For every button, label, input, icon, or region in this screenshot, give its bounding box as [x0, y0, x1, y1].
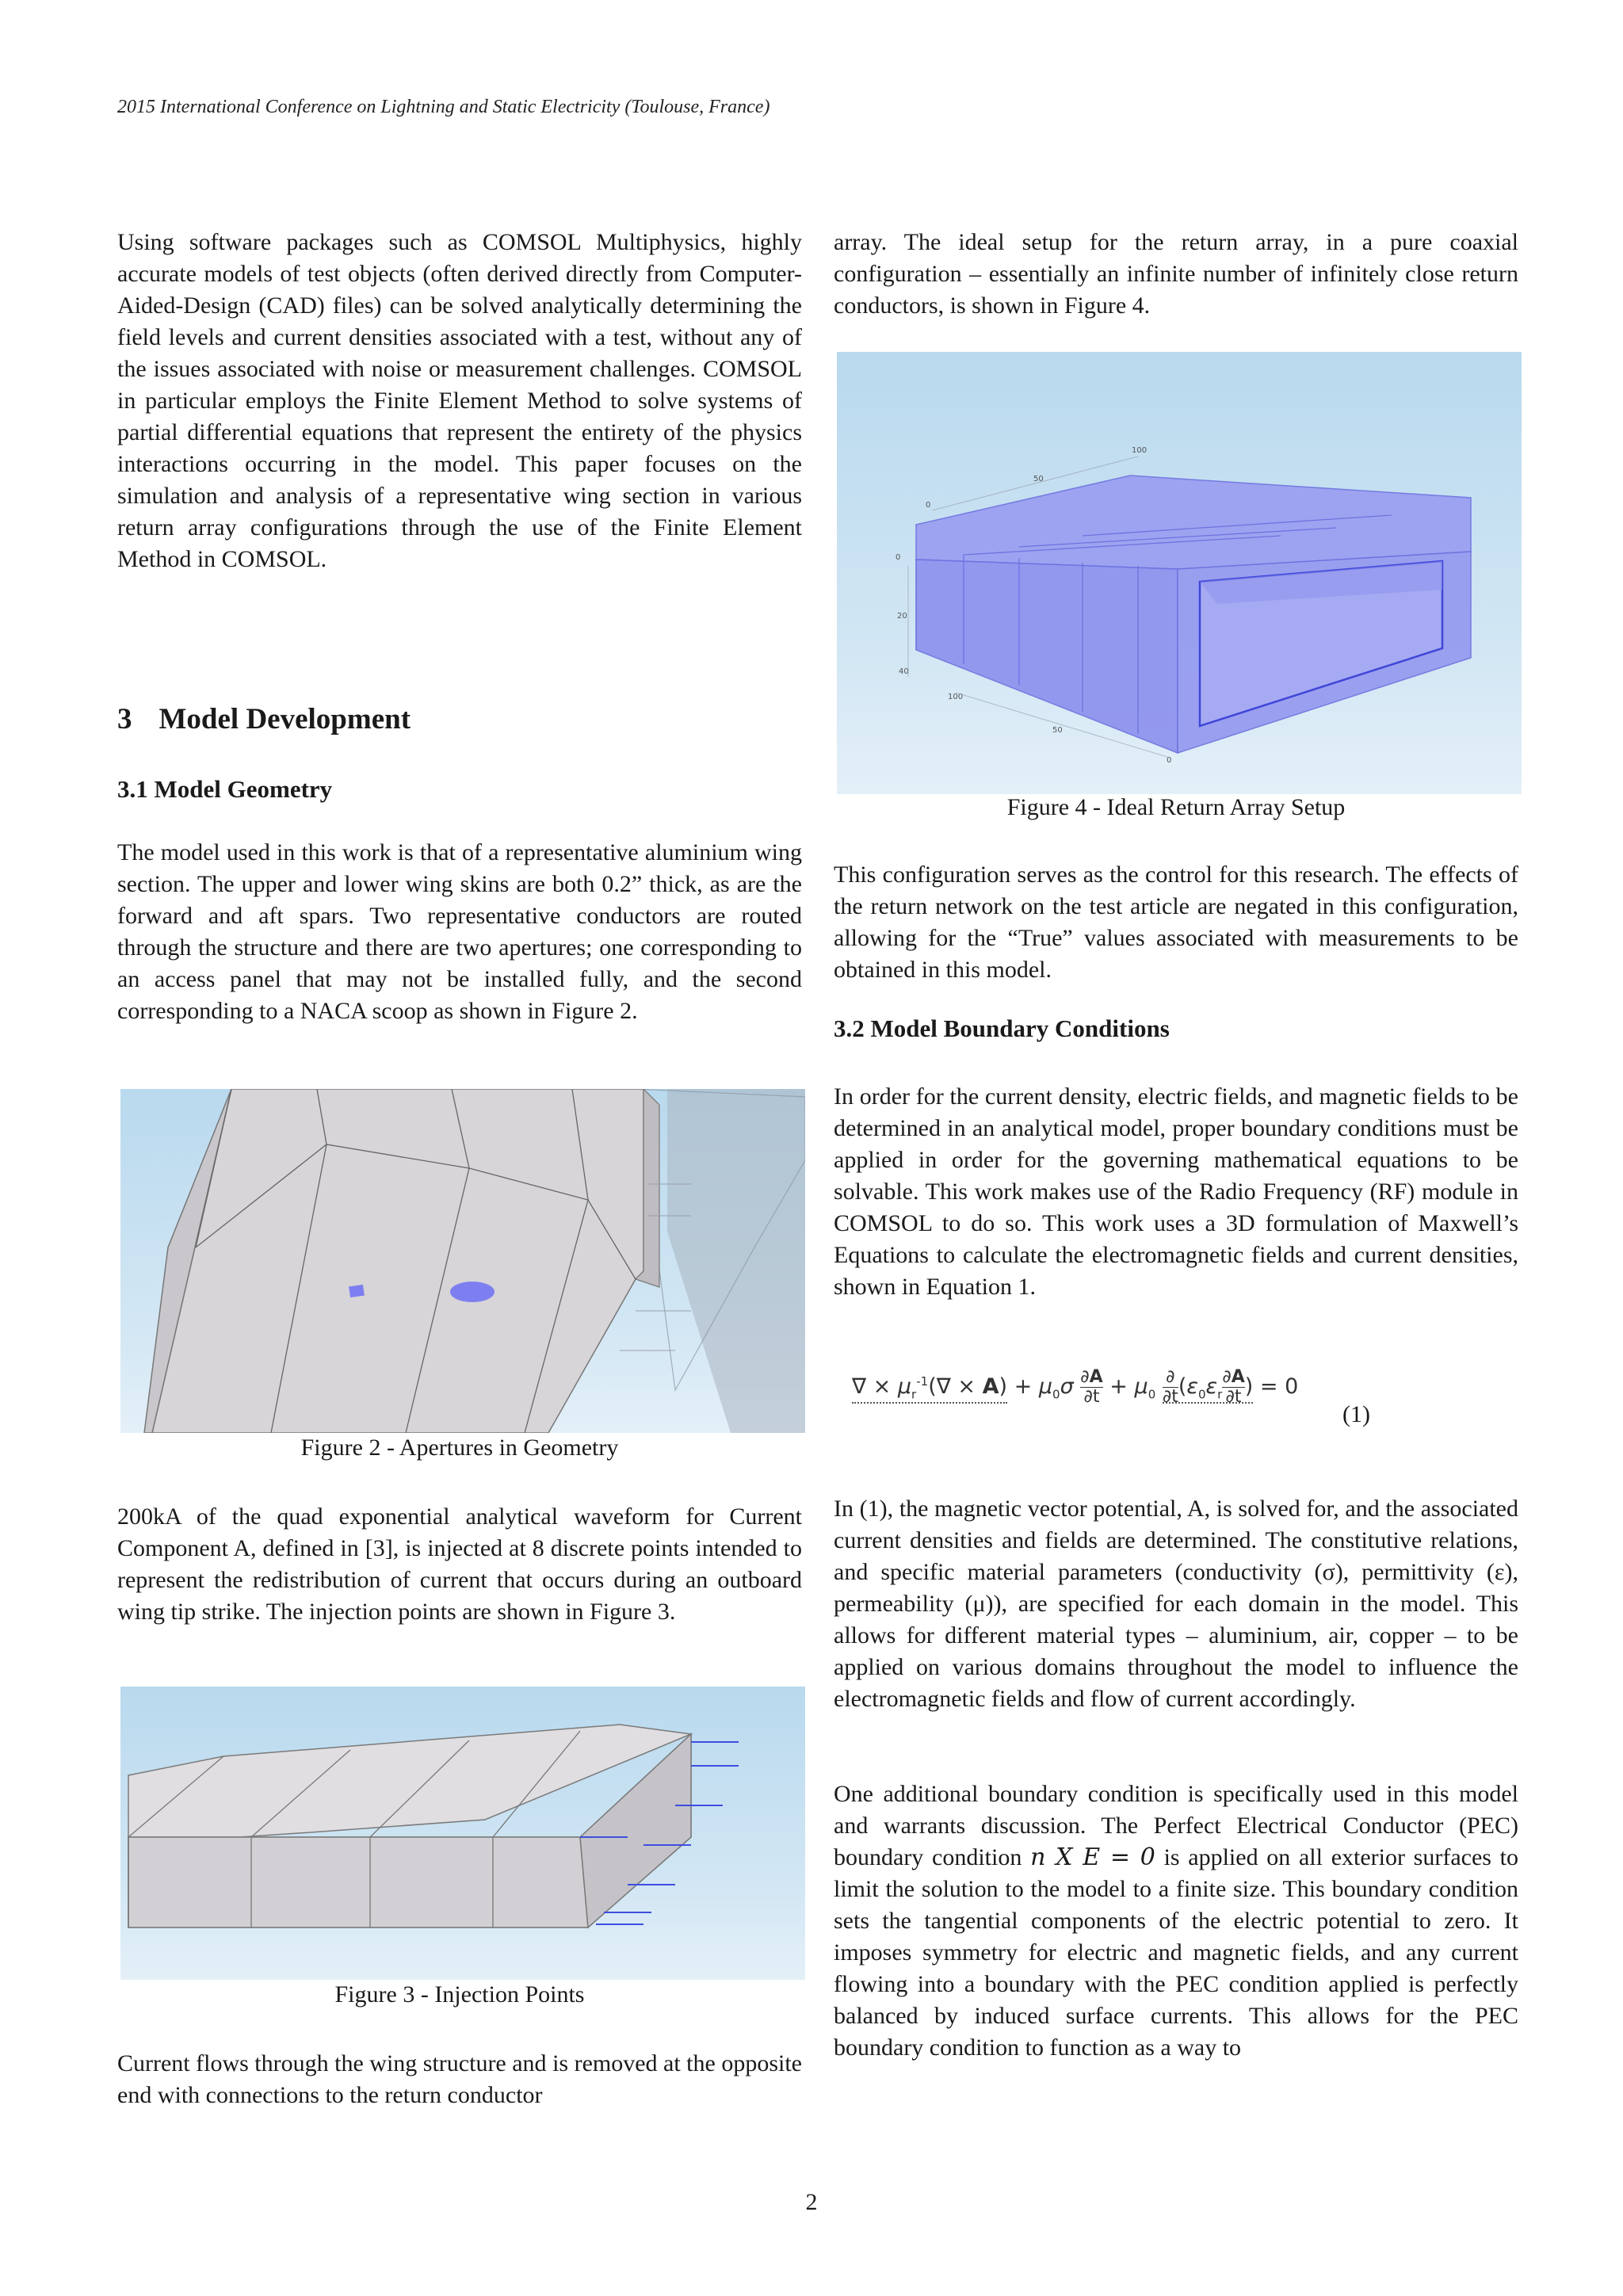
array-paragraph: array. The ideal setup for the return array, in a pure coaxial configuration – essentially an infinite number of infinitely close return conductors, is shown in Figure 4.: [834, 229, 1518, 319]
figure-2-caption: Figure 2 - Apertures in Geometry: [300, 1435, 619, 1461]
figure-2-apertures: [120, 1089, 805, 1433]
solution-paragraph: In (1), the magnetic vector potential, A, is solved for, and the associated current densities and fields are determined. The constitutive relations, and specific material parameters (conductivity (σ), permittivity (ε), permeability (μ)), are specified for each domain in the model. This allows for different material types – aluminium, air, copper – to be applied on various domains throughout the model to influence the electromagnetic fields and flow of current accordingly.: [834, 1496, 1518, 1712]
boundary-paragraph: In order for the current density, electric fields, and magnetic fields to be determined in an analytical model, proper boundary conditions must be applied in order for the governing mathematical equations to be solvable. This work makes use of the Radio Frequency (RF) module in COMSOL to do so. This work uses a 3D formulation of Maxwell’s Equations to calculate the electromagnetic fields and current densities, shown in Equation 1.: [834, 1083, 1518, 1300]
subsection-heading-geometry: 3.1 Model Geometry: [117, 775, 333, 803]
figure-3-image: [120, 1687, 805, 1980]
fig4-axis-label: 50: [1033, 475, 1044, 483]
pec-paragraph: [834, 1778, 1518, 2064]
page-number: 2: [805, 2189, 818, 2215]
fig4-axis-label: 40: [899, 667, 909, 676]
equation-1: ∇ × $\mu_r^{-1}(\nabla \times A) + \mu_0\sigma$ $\frac{\partial A}{\partial t}$ + $\mu_0$ ∂ ∂t ($\varepsilon_0\varepsilon_r$ $\frac{\partial A}{\partial t}$ ) = 0: [852, 1367, 1299, 1407]
figure-4-caption: Figure 4 - Ideal Return Array Setup: [1006, 794, 1346, 820]
figure-3-caption: Figure 3 - Injection Points: [334, 1981, 585, 2008]
intro-paragraph: Using software packages such as COMSOL Multiphysics, highly accurate models of test objects (often derived directly from Computer-Aided-Design (CAD) files) can be solved analytically determining the field levels and current densities associated with a test, without any of the issues associated with noise or measurement challenges. COMSOL in particular employs the Finite Element Method to solve systems of partial differential equations that represent the entirety of the physics interactions occurring in the model. This paper focuses on the simulation and analysis of a representative wing section in various return array configurations through the use of the Finite Element Method in COMSOL.: [117, 229, 802, 572]
figure-4-ideal-return-array: [837, 352, 1522, 794]
fig4-axis-label: 0: [926, 501, 931, 510]
running-header: 2015 International Conference on Lightning and Static Electricity (Toulouse, France): [117, 97, 770, 117]
fig4-axis-label: 20: [897, 612, 907, 621]
fig4-axis-label: 50: [1052, 726, 1063, 735]
fig4-axis-label: 0: [1167, 756, 1172, 765]
equation-number: (1): [1342, 1401, 1370, 1427]
subsection-heading-boundary: 3.2 Model Boundary Conditions: [834, 1014, 1170, 1042]
geometry-paragraph: The model used in this work is that of a representative aluminium wing section. The upper and lower wing skins are both 0.2” thick, as are the forward and aft spars. Two representative conductors are routed through the structure and there are two apertures; one corresponding to an access panel that may not be installed fully, and the second corresponding to a NACA scoop as shown in Figure 2.: [117, 839, 802, 1024]
section-number: 3: [117, 703, 132, 735]
fig4-axis-label: 100: [1132, 446, 1148, 455]
current-paragraph: Current flows through the wing structure and is removed at the opposite end with connections to the return conductor: [117, 2050, 802, 2108]
figure-3-injection-points: [120, 1687, 805, 1980]
pec-equation: n X E = 0: [1030, 1843, 1155, 1871]
fig4-axis-label: 0: [896, 553, 901, 562]
fig4-axis-label: 100: [948, 693, 964, 701]
figure-2-image: [120, 1089, 805, 1433]
injection-paragraph: 200kA of the quad exponential analytical waveform for Current Component A, defined in [3], is injected at 8 discrete points intended to represent the redistribution of current that occurs during an outboard wing tip strike. The injection points are shown in Figure 3.: [117, 1503, 802, 1625]
pec-text-start: One additional boundary condition is specifically used in this model and warrants discussion. The Perfect Electrical Conductor (PEC) boundary condition: [834, 1781, 1518, 1870]
section-title: Model Development: [158, 703, 411, 735]
control-paragraph: This configuration serves as the control for this research. The effects of the return network on the test article are negated in this configuration, allowing for the “True” values associated with measurements to be obtained in this model.: [834, 861, 1518, 983]
section-heading: [117, 702, 411, 736]
pec-text-end: is applied on all exterior surfaces to limit the solution to the model to a finite size. This boundary condition sets the tangential components of the electric potential to zero. It imposes symmetry for electric and magnetic fields, and any current flowing into a boundary with the PEC condition applied is perfectly balanced by induced surface currents. This allows for the PEC boundary condition to function as a way to: [834, 1844, 1518, 2061]
figure-4-image: [837, 352, 1522, 794]
